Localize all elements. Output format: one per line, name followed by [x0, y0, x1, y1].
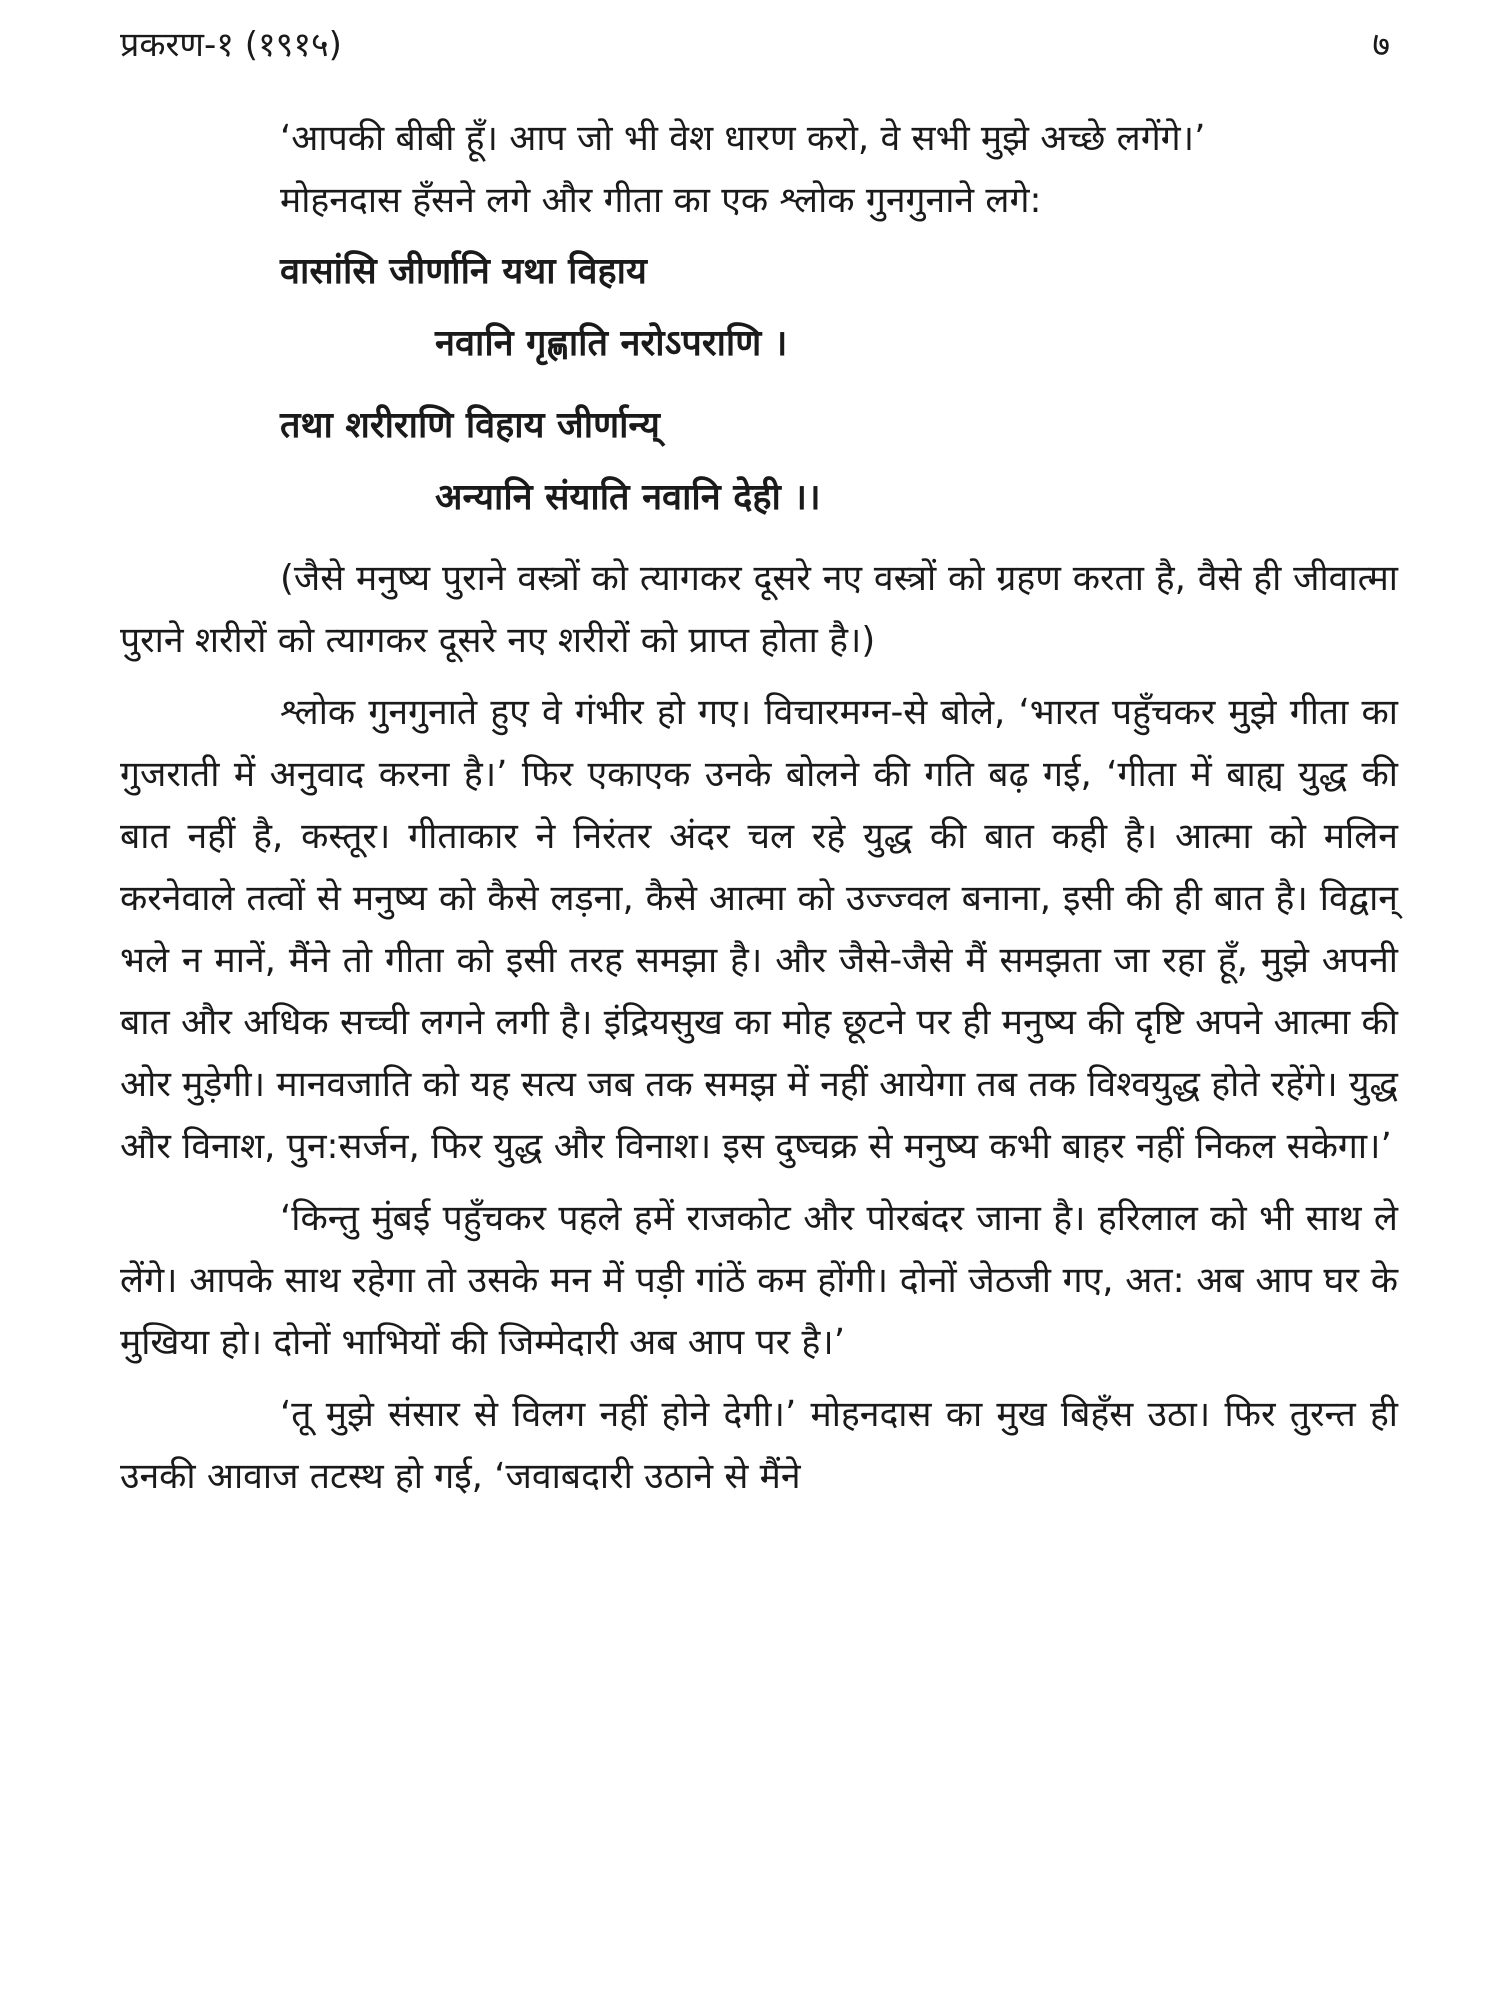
gita-verse [120, 236, 1398, 534]
paragraph-5: ‘किन्तु मुंबई पहुँचकर पहले हमें राजकोट और पोरबंदर जाना है। हरिलाल को भी साथ ले लेंगे। आपके साथ रहेगा तो उसके मन में पड़ी गांठें कम होंगी। दोनों जेठजी गए, अत: अब आप घर के मुखिया हो। दोनों भाभियों की जिम्मेदारी अब आप पर है।’ [120, 1198, 1398, 1363]
verse-line-1: वासांसि जीर्णानि यथा विहाय [280, 251, 647, 292]
page-number: ७ [1372, 25, 1390, 65]
verse-line-4: अन्यानि संयाति नवानि देही ।। [435, 477, 821, 518]
paragraph-6: ‘तू मुझे संसार से विलग नहीं होने देगी।’ मोहनदास का मुख बिहँस उठा। फिर तुरन्त ही उनकी आवाज तटस्थ हो गई, ‘जवाबदारी उठाने से मैंने [120, 1394, 1398, 1497]
paragraph-1: ‘आपकी बीबी हूँ। आप जो भी वेश धारण करो, वे सभी मुझे अच्छे लगेंगे।’ [280, 118, 1206, 159]
running-header [120, 18, 1390, 68]
paragraph-4: श्लोक गुनगुनाते हुए वे गंभीर हो गए। विचारमग्न-से बोले, ‘भारत पहुँचकर मुझे गीता का गुजराती में अनुवाद करना है।’ फिर एकाएक उनके बोलने की गति बढ़ गई, ‘गीता में बाह्य युद्ध की बात नहीं है, कस्तूर। गीताकार ने निरंतर अंदर चल रहे युद्ध की बात कही है। आत्मा को मलिन करनेवाले तत्वों से मनुष्य को कैसे लड़ना, कैसे आत्मा को उज्ज्वल बनाना, इसी की ही बात है। विद्वान् भले न मानें, मैंने तो गीता को इसी तरह समझा है। और जैसे-जैसे मैं समझता जा रहा हूँ, मुझे अपनी बात और अधिक सच्ची लगने लगी है। इंद्रियसुख का मोह छूटने पर ही मनुष्य की दृष्टि अपने आत्मा की ओर मुड़ेगी। मानवजाति को यह सत्य जब तक समझ में नहीं आयेगा तब तक विश्वयुद्ध होते रहेंगे। युद्ध और विनाश, पुन:सर्जन, फिर युद्ध और विनाश। इस दुष्चक्र से मनुष्य कभी बाहर नहीं निकल सकेगा।’ [120, 692, 1398, 1167]
chapter-heading: प्रकरण-१ (१९१५) [120, 25, 342, 65]
page-body [120, 108, 1398, 1508]
verse-line-3: तथा शरीराणि विहाय जीर्णान्य् [280, 405, 660, 446]
paragraph-translation: (जैसे मनुष्य पुराने वस्त्रों को त्यागकर दूसरे नए वस्त्रों को ग्रहण करता है, वैसे ही जीवात्मा पुराने शरीरों को त्यागकर दूसरे नए शरीरों को प्राप्त होता है।) [120, 558, 1398, 661]
paragraph-2: मोहनदास हँसने लगे और गीता का एक श्लोक गुनगुनाने लगे: [280, 180, 1042, 221]
verse-gap [120, 380, 1398, 390]
verse-line-2: नवानि गृह्णाति नरोऽपराणि । [435, 323, 788, 364]
